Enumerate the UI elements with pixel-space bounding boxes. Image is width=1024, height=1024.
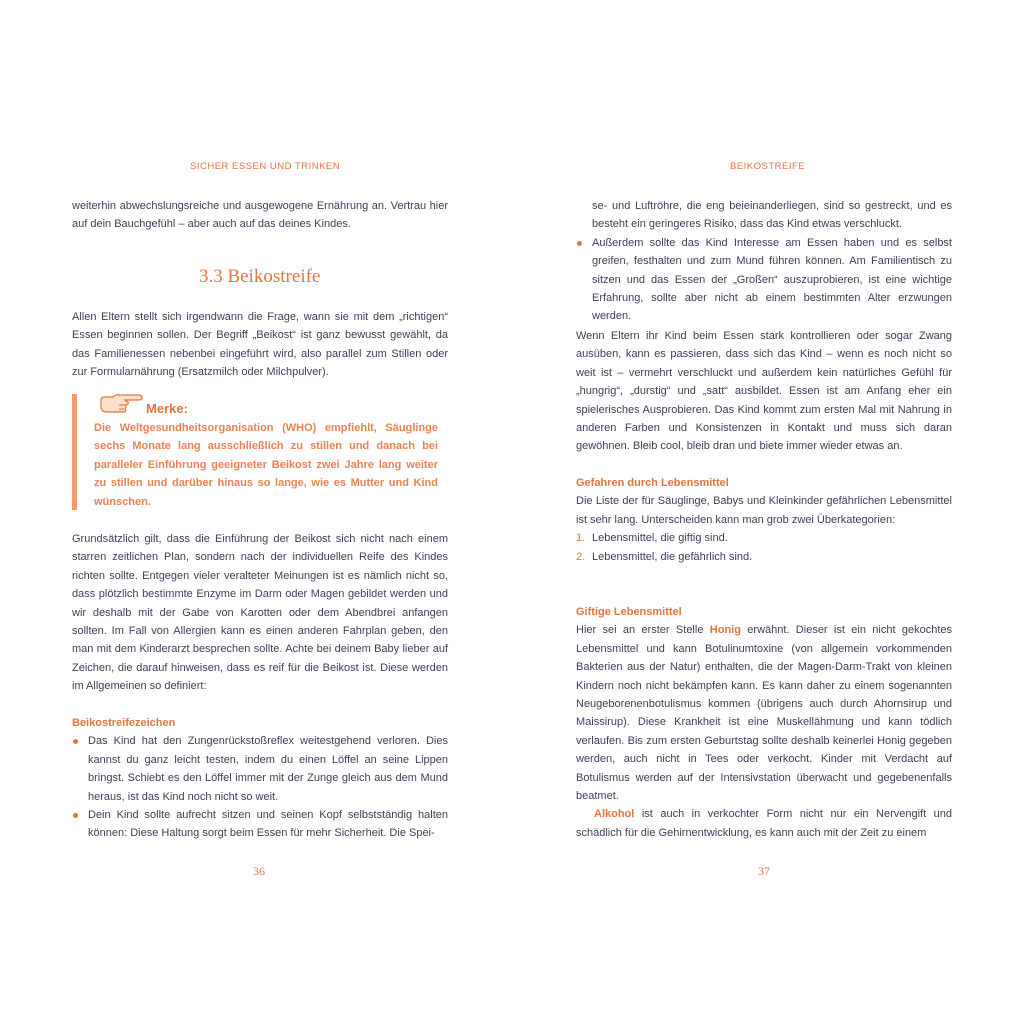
- list-item-text: Lebensmittel, die giftig sind.: [592, 532, 728, 545]
- intro-text-block: [72, 197, 448, 234]
- paragraph: Die Liste der für Säuglinge, Babys und Kleinkinder gefährlichen Lebensmittel ist sehr lang. Unterscheiden kann man grob zwei Überkategorien:: [576, 495, 952, 526]
- bullet-continuation-block: [576, 197, 952, 326]
- numbered-list: [576, 529, 952, 566]
- page-number: 36: [253, 864, 265, 878]
- subheading: Beikostreifezeichen: [72, 717, 176, 729]
- paragraph: [576, 805, 952, 842]
- list-item-continued: [576, 197, 952, 234]
- bullet-icon: [73, 813, 78, 818]
- paragraph-block: [72, 530, 448, 696]
- list-item: [576, 234, 952, 326]
- highlight-term: Honig: [709, 624, 741, 637]
- subheading: Giftige Lebensmittel: [576, 606, 682, 618]
- running-head: BEIKOSTREIFE: [730, 161, 806, 172]
- paragraph: Grundsätzlich gilt, dass die Einführung der Beikost sich nicht nach einem starren zeitlichen Plan, sondern nach der individuellen Reife des Kindes richten sollte. Entgegen vieler veralteter Meinungen ist es nämlich nicht so, dass plötzlich bestimmte Enzyme im Darm oder Magen gebildet werden und wir deshalb mit der Gabe von Karotten oder dem Abendbrei anfangen sollten. Im Fall von Allergien kann es einen anderen Fahrplan geben, den man mit dem Kinderarzt besprechen sollte. Achte bei deinem Baby lieber auf Zeichen, die darauf hinweisen, dass es reif für die Beikost ist. Diese werden im Allgemeinen so definiert:: [72, 533, 448, 693]
- right-page: [512, 0, 1024, 1024]
- intro-paragraph: weiterhin abwechslungsreiche und ausgewogene Ernährung an. Vertrau hier auf dein Bauchgefühl – aber auch auf das deines Kindes.: [72, 200, 448, 231]
- bullet-list: [576, 197, 952, 326]
- section-heading: 3.3 Beikostreife: [199, 266, 321, 287]
- pointing-hand-icon: [99, 392, 143, 414]
- giftige-section: [576, 603, 952, 842]
- list-item: [576, 548, 952, 566]
- bullet-icon: [73, 739, 78, 744]
- paragraph: [576, 621, 952, 805]
- beikost-section: [72, 714, 448, 843]
- highlight-term: Alkohol: [594, 808, 635, 821]
- list-item: [72, 732, 448, 806]
- paragraph: Allen Eltern stellt sich irgendwann die Frage, wann sie mit dem „richtigen“ Essen beginnen sollen. Der Begriff „Beikost“ ist ganz bewusst gewählt, da das Familienessen nebenbei eingeführt wird, also parallel zum Stillen oder zur Formularnährung (Ersatzmilch oder Milchpulver).: [72, 311, 448, 379]
- text-run: ist auch in verkochter Form nicht nur ein Nervengift und schädlich für die Gehirnentwicklung, es kann auch mit der Zeit zu einem: [576, 808, 952, 839]
- text-run: erwähnt. Dieser ist ein nicht gekochtes Lebensmittel und kann Botulinumtoxine (von allgemein vorkommenden Bakterien aus der Natur) enthalten, die der Magen-Darm-Trakt von kleinen Kindern noch nicht bekämpfen kann. Es kann daher zu einem sogenannten Neugeborenenbotulismus kommen (übrigens auch durch Ahornsirup und Maissirup). Diese Krankheit ist eine Muskellähmung und kann tödlich verlaufen. Bis zum ersten Geburtstag sollte deshalb keinerlei Honig gegeben werden, auch nicht in Tees oder verkocht. Kinder mit Verdacht auf Botulismus werden auf der Intensivstation überwacht und gegebenenfalls beatmet.: [576, 624, 952, 803]
- running-head: SICHER ESSEN UND TRINKEN: [190, 161, 341, 172]
- list-number: 1.: [576, 532, 586, 545]
- bullet-icon: [577, 241, 582, 246]
- paragraph-block: [576, 327, 952, 456]
- list-item-text: se- und Luftröhre, die eng beieinanderliegen, sind so gestreckt, und es besteht ein geringeres Risiko, dass das Kind etwas verschluckt.: [592, 200, 952, 231]
- list-item: [576, 529, 952, 547]
- text-run: Hier sei an erster Stelle: [576, 624, 710, 637]
- paragraph: Wenn Eltern ihr Kind beim Essen stark kontrollieren oder sogar Zwang ausüben, kann es passieren, dass sich das Kind – wenn es noch nicht so weit ist – vermehrt verschluckt und außerdem kein natürliches Gefühl für „hungrig“, „durstig“ und „satt“ ausbildet. Essen ist am Anfang eher ein spielerisches Ausprobieren. Das Kind kommt zum ersten Mal mit Nahrung in anderen Farben und Konsistenzen in Kontakt und muss sich daran gewöhnen. Bleib cool, bleib dran und biete immer wieder etwas an.: [576, 330, 952, 453]
- page-number: 37: [758, 864, 770, 878]
- list-item-text: Dein Kind sollte aufrecht sitzen und seinen Kopf selbstständig halten können: Diese Haltung sorgt beim Essen für mehr Sicherheit. Die Spei-: [88, 809, 448, 840]
- subheading: Gefahren durch Lebensmittel: [576, 477, 729, 489]
- list-item-text: Außerdem sollte das Kind Interesse am Essen haben und es selbst greifen, festhalten und zum Mund führen können. Am Familientisch zu sitzen und das Essen der „Großen“ auszuprobieren, ist eine wichtige Erfahrung, sollte aber nicht ab einem bestimmten Alter erzwungen werden.: [592, 236, 952, 323]
- list-number: 2.: [576, 550, 586, 563]
- list-item-text: Das Kind hat den Zungenrückstoßreflex weitestgehend verloren. Dies kannst du ganz leicht testen, indem du einen Löffel an seine Lippen bringst. Schiebt es den Löffel immer mit der Zunge gleich aus dem Mund heraus, ist das Kind noch nicht so weit.: [88, 735, 448, 803]
- merke-text: Die Weltgesundheitsorganisation (WHO) empfiehlt, Säuglinge sechs Monate lang ausschließlich zu stillen und danach bei paralleler Einführung geeigneter Beikost zwei Jahre lang weiter zu stillen und darüber hinaus so lange, wie es Mutter und Kind wünschen.: [94, 422, 438, 508]
- list-item-text: Lebensmittel, die gefährlich sind.: [592, 550, 753, 563]
- merke-box: [72, 394, 439, 510]
- merke-title: Merke:: [146, 401, 188, 416]
- bullet-list: [72, 732, 448, 842]
- gefahren-section: [576, 474, 952, 566]
- list-item: [72, 806, 448, 843]
- paragraph-block: [72, 308, 448, 382]
